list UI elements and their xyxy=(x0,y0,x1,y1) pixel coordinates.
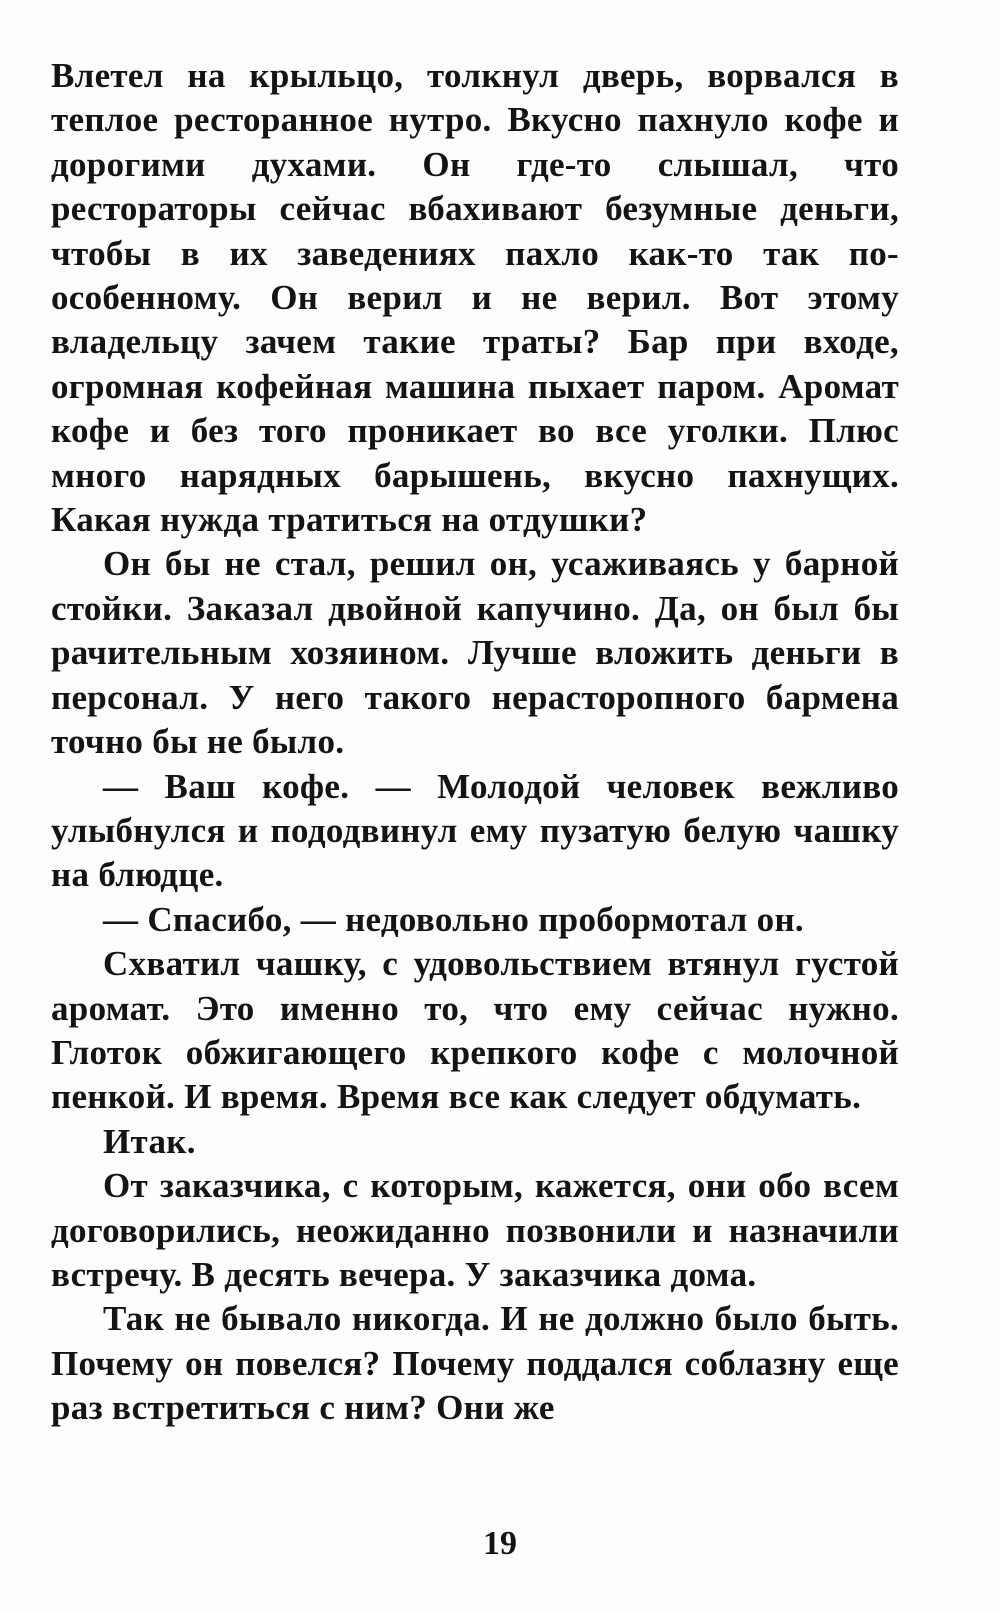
paragraph-2: Он бы не стал, решил он, усаживаясь у барной стойки. Заказал двойной капучино. Да, он был бы рачительным хозяином. Лучше вложить деньги в персонал. У него такого нерасторопного бармена точно бы не было. xyxy=(51,544,899,762)
paragraph-4: — Спасибо, — недовольно пробормотал он. xyxy=(103,899,804,939)
page-text xyxy=(51,54,899,1431)
paragraph-6: Итак. xyxy=(103,1121,196,1161)
paragraph-1: Влетел на крыльцо, толкнул дверь, ворвался в теплое ресторанное нутро. Вкусно пахнуло кофе и дорогими духами. Он где-то слышал, что рестораторы сейчас вбахивают безумные деньги, чтобы в их заведениях пахло как-то так по-особенному. Он верил и не верил. Вот этому владельцу зачем такие траты? Бар при входе, огромная кофейная машина пыхает паром. Аромат кофе и без того проникает во все уголки. Плюс много нарядных барышень, вкусно пахнущих. Какая нужда тратиться на отдушки? xyxy=(51,56,899,540)
paragraph-5: Схватил чашку, с удовольствием втянул густой аромат. Это именно то, что ему сейчас нужно. Глоток обжигающего крепкого кофе с молочной пенкой. И время. Время все как следует обдумать. xyxy=(51,944,899,1117)
paragraph-3: — Ваш кофе. — Молодой человек вежливо улыбнулся и пододвинул ему пузатую белую чашку на блюдце. xyxy=(51,766,899,895)
paragraph-7: От заказчика, с которым, кажется, они обо всем договорились, неожиданно позвонили и назначили встречу. В десять вечера. У заказчика дома. xyxy=(51,1166,899,1294)
paragraph-8: Так не бывало никогда. И не должно было быть. Почему он повелся? Почему поддался соблазну еще раз встретиться с ним? Они же xyxy=(51,1299,899,1428)
page-number: 19 xyxy=(483,1525,517,1562)
